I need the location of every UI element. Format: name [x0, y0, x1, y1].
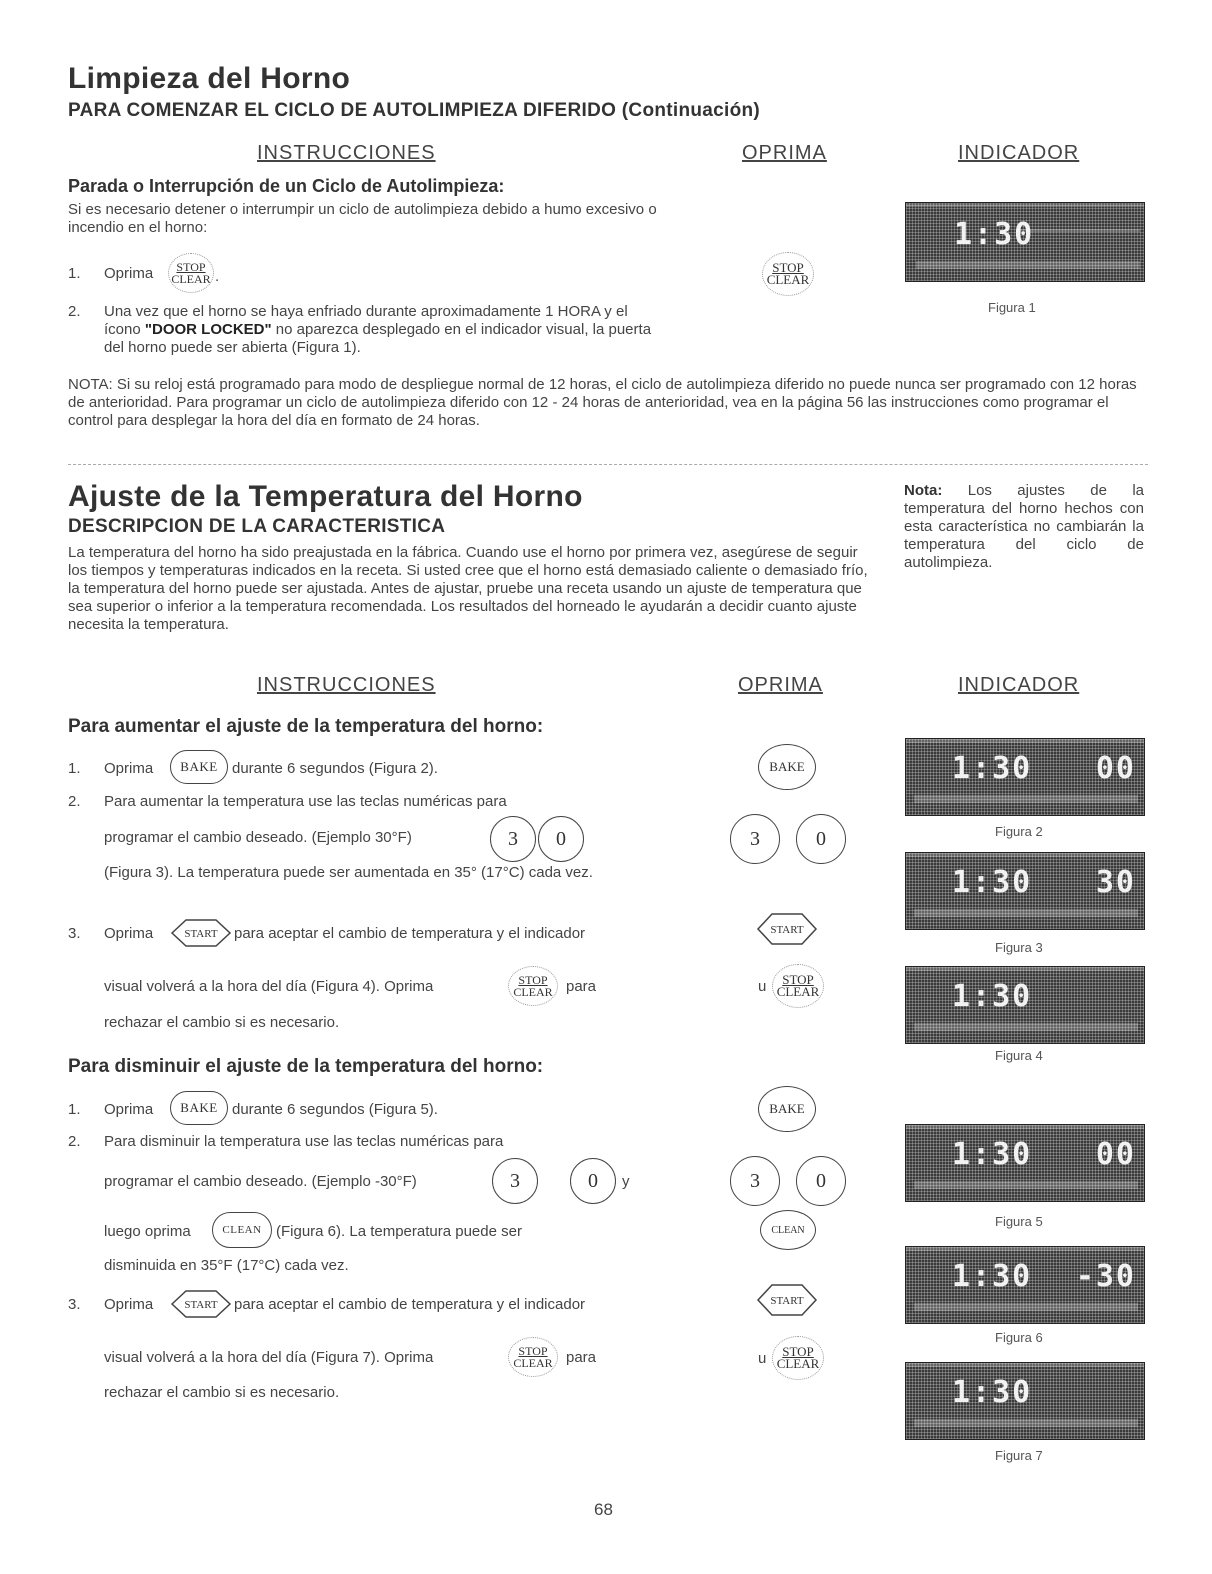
figure-caption: Figura 6	[995, 1330, 1043, 1345]
figure-display	[905, 966, 1145, 1044]
stop-clear-key-icon	[508, 966, 558, 1006]
clean-key-icon: CLEAN	[212, 1212, 272, 1248]
col-instrucciones-2: INSTRUCCIONES	[257, 674, 436, 696]
start-label: START	[770, 924, 804, 936]
figure-display	[905, 1124, 1145, 1202]
display-time: 1:30	[954, 217, 1035, 252]
stop-label: STOP	[782, 972, 814, 987]
figure-display	[905, 1246, 1145, 1324]
increase-heading: Para aumentar el ajuste de la temperatura del horno:	[68, 716, 544, 737]
clear-label: CLEAR	[513, 1356, 553, 1370]
clear-label: CLEAR	[776, 1356, 820, 1371]
clear-label: CLEAR	[513, 985, 553, 999]
figure1-display	[905, 202, 1145, 282]
display-time: 1:30	[952, 751, 1033, 786]
feature-description: La temperatura del horno ha sido preajustada en la fábrica. Cuando use el horno por primera vez, asegúrese de seguir los tiempos y temperaturas indicados en la receta. Si usted cree que el horno está demasiado caliente o demasiado frío, la temperatura del horno puede ser ajustada. Antes de ajustar, pruebe una receta usando un ajuste de temperatura que sea superior o inferior a la temperatura recomendada. Los resultados del horneado le ayudarán a decidir cuanto ajuste necesita la temperatura.	[68, 544, 868, 633]
start-label: START	[770, 1295, 804, 1307]
stop-cycle-heading: Parada o Interrupción de un Ciclo de Autolimpieza:	[68, 176, 505, 196]
stop-clear-key-icon	[762, 252, 814, 296]
side-note	[904, 482, 1144, 572]
step-text: Para aumentar la temperatura use las teclas numéricas para	[104, 793, 507, 810]
step-text: (Figura 3). La temperatura puede ser aumentada en 35° (17°C) cada vez.	[104, 864, 593, 881]
stop-clear-key-icon	[772, 964, 824, 1008]
zero-key-icon: 0	[570, 1158, 616, 1204]
section2-title: Ajuste de la Temperatura del Horno	[68, 480, 583, 513]
stop-label: STOP	[772, 260, 804, 275]
step-text: visual volverá a la hora del día (Figura 7). Oprima	[104, 1349, 434, 1366]
figure-caption: Figura 7	[995, 1448, 1043, 1463]
step-text: programar el cambio deseado. (Ejemplo -30°F)	[104, 1173, 417, 1190]
step-text: rechazar el cambio si es necesario.	[104, 1384, 340, 1401]
bake-key-icon: BAKE	[170, 750, 228, 784]
start-label: START	[184, 1299, 218, 1311]
stop-cycle-intro: Si es necesario detener o interrumpir un ciclo de autolimpieza debido a humo excesivo o incendio en el horno:	[68, 201, 657, 236]
display-value: 00	[1095, 1137, 1136, 1172]
side-note-text: Los ajustes de la temperatura del horno hechos con esta característica no cambiarán la temperatura del ciclo de autolimpieza.	[904, 482, 1144, 571]
step-number: 2.	[68, 303, 81, 320]
step-number: 3.	[68, 1296, 81, 1313]
three-key-icon: 3	[490, 816, 536, 862]
stop-clear-key-icon	[772, 1336, 824, 1380]
display-value: 30	[1095, 865, 1136, 900]
section1-title: Limpieza del Horno	[68, 62, 351, 95]
clear-label: CLEAR	[766, 272, 810, 287]
col-oprima-1: OPRIMA	[742, 142, 827, 164]
clean-key-icon: CLEAN	[760, 1210, 816, 1250]
section2-subtitle: DESCRIPCION DE LA CARACTERISTICA	[68, 516, 446, 537]
three-key-icon: 3	[730, 1156, 780, 1206]
step-number: 1.	[68, 265, 81, 282]
stop-label: STOP	[518, 973, 548, 987]
col-instrucciones-1: INSTRUCCIONES	[257, 142, 436, 164]
door-locked-label: "DOOR LOCKED"	[144, 321, 272, 338]
step-text: para aceptar el cambio de temperatura y el indicador	[234, 925, 586, 942]
step-text: visual volverá a la hora del día (Figura 4). Oprima	[104, 978, 434, 995]
display-time: 1:30	[952, 1259, 1033, 1294]
page-number: 68	[594, 1500, 613, 1519]
bake-key-icon: BAKE	[170, 1091, 228, 1125]
stop-clear-key-icon	[508, 1337, 558, 1377]
start-key-icon	[756, 912, 818, 946]
step-text: rechazar el cambio si es necesario.	[104, 1014, 340, 1031]
stop-label: STOP	[176, 260, 206, 274]
figure-caption: Figura 4	[995, 1048, 1043, 1063]
decrease-heading: Para disminuir el ajuste de la temperatura del horno:	[68, 1056, 544, 1077]
step-number: 1.	[68, 760, 81, 777]
zero-key-icon: 0	[538, 816, 584, 862]
display-time: 1:30	[952, 979, 1033, 1014]
or-text: u	[758, 978, 767, 995]
display-value: -30	[1075, 1259, 1136, 1294]
clear-label: CLEAR	[171, 272, 211, 286]
bake-key-icon: BAKE	[758, 1086, 816, 1132]
three-key-icon: 3	[492, 1158, 538, 1204]
step-text: Para disminuir la temperatura use las teclas numéricas para	[104, 1133, 504, 1150]
start-key-icon	[756, 1283, 818, 1317]
step-text: Oprima	[104, 265, 154, 282]
start-label: START	[184, 928, 218, 940]
step-text: disminuida en 35°F (17°C) cada vez.	[104, 1257, 349, 1274]
step-number: 2.	[68, 793, 81, 810]
step-number: 2.	[68, 1133, 81, 1150]
display-value: 00	[1095, 751, 1136, 786]
step-text: para	[566, 978, 597, 995]
step-text: Oprima	[104, 1101, 154, 1118]
start-key-icon	[170, 1289, 232, 1319]
display-time: 1:30	[952, 865, 1033, 900]
figure-caption: Figura 2	[995, 824, 1043, 839]
figure-caption: Figura 3	[995, 940, 1043, 955]
step-text: luego oprima	[104, 1223, 191, 1240]
section1-subtitle: PARA COMENZAR EL CICLO DE AUTOLIMPIEZA DIFERIDO (Continuación)	[68, 100, 761, 121]
clear-label: CLEAR	[776, 984, 820, 999]
stop-label: STOP	[782, 1344, 814, 1359]
step-text: y	[622, 1173, 630, 1190]
start-key-icon	[170, 918, 232, 948]
step-text: para	[566, 1349, 597, 1366]
section1-note: NOTA: Si su reloj está programado para modo de despliegue normal de 12 horas, el ciclo de autolimpieza diferido no puede nunca ser programado con 12 horas de anterioridad. Para programar un ciclo de autolimpieza diferido con 12 - 24 horas de anterioridad, vea en la página 56 las instrucciones como programar el control para desplegar la hora del día en formato de 24 horas.	[68, 376, 1137, 429]
step2-text-b: no aparezca desplegado en el indicador visual, la puerta del horno puede ser abierta (Figura 1).	[104, 321, 652, 356]
or-text: u	[758, 1350, 767, 1367]
zero-key-icon: 0	[796, 814, 846, 864]
figure-caption: Figura 5	[995, 1214, 1043, 1229]
step-text: Oprima	[104, 1296, 154, 1313]
section-divider	[68, 464, 1148, 465]
step-text: (Figura 6). La temperatura puede ser	[276, 1223, 522, 1240]
step2-text-a: Una vez que el horno se haya enfriado durante aproximadamente 1 HORA y el ícono	[104, 303, 628, 338]
display-time: 1:30	[952, 1375, 1033, 1410]
three-key-icon: 3	[730, 814, 780, 864]
zero-key-icon: 0	[796, 1156, 846, 1206]
step-number: 3.	[68, 925, 81, 942]
stop-clear-key-icon	[168, 253, 214, 293]
step-text: programar el cambio deseado. (Ejemplo 30°F)	[104, 829, 412, 846]
step-end: .	[215, 268, 220, 285]
figure-display	[905, 738, 1145, 816]
step-text: durante 6 segundos (Figura 5).	[232, 1101, 438, 1118]
display-time: 1:30	[952, 1137, 1033, 1172]
step-number: 1.	[68, 1101, 81, 1118]
figure-display	[905, 852, 1145, 930]
bake-key-icon: BAKE	[758, 744, 816, 790]
side-note-label: Nota:	[904, 482, 943, 499]
stop-label: STOP	[518, 1344, 548, 1358]
step2-text	[104, 303, 664, 357]
col-oprima-2: OPRIMA	[738, 674, 823, 696]
step-text: Oprima	[104, 760, 154, 777]
step-text: Oprima	[104, 925, 154, 942]
figure-display	[905, 1362, 1145, 1440]
col-indicador-2: INDICADOR	[958, 674, 1080, 696]
figure1-caption: Figura 1	[988, 300, 1036, 315]
step-text: durante 6 segundos (Figura 2).	[232, 760, 438, 777]
step-text: para aceptar el cambio de temperatura y el indicador	[234, 1296, 586, 1313]
col-indicador-1: INDICADOR	[958, 142, 1080, 164]
